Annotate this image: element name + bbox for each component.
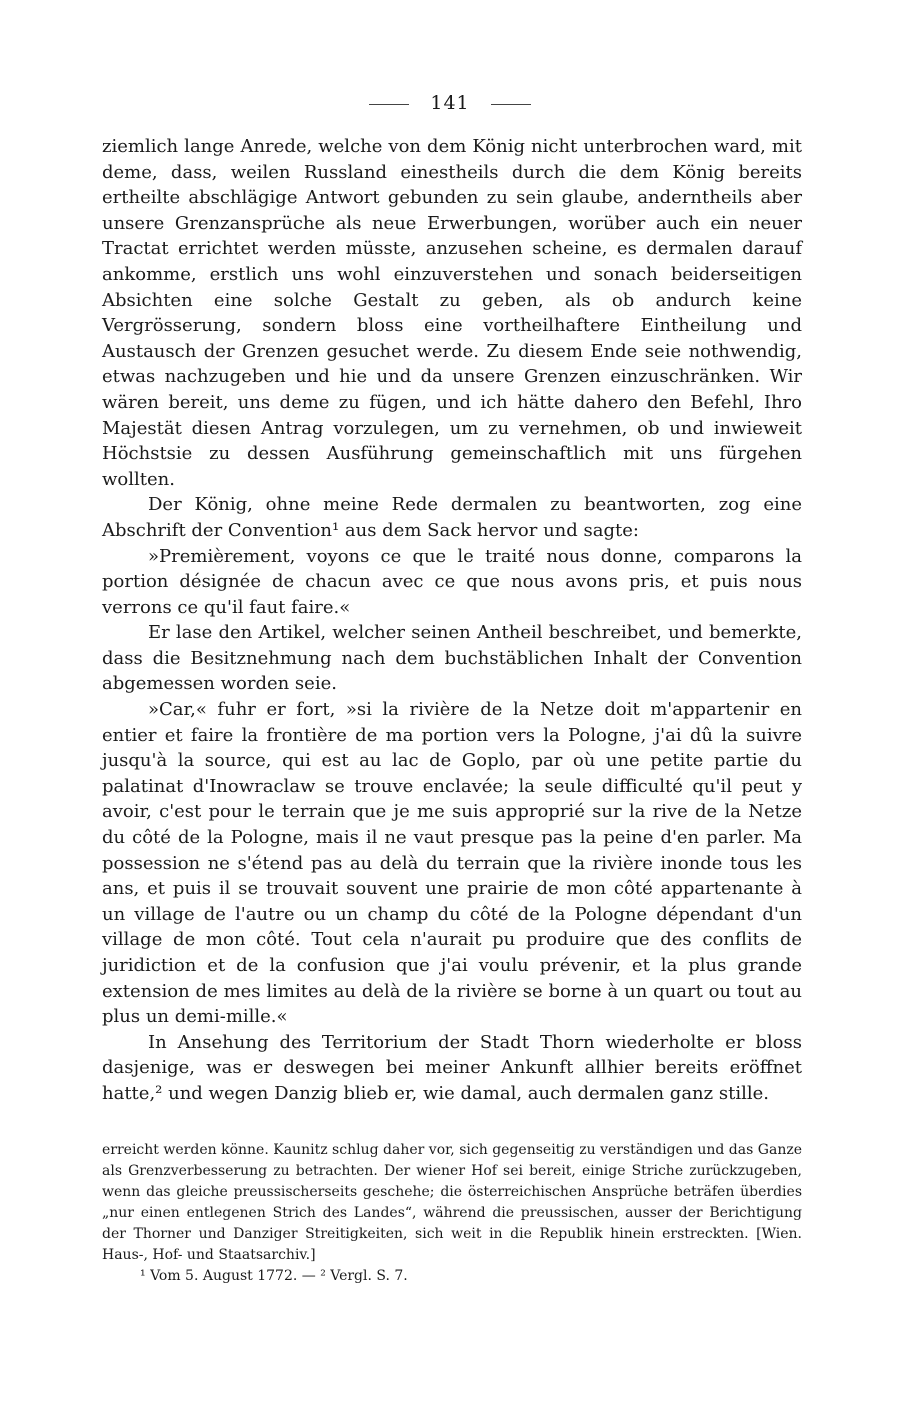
header-rule-right [491,104,531,105]
footnote-references: ¹ Vom 5. August 1772. — ² Vergl. S. 7. [140,1268,408,1284]
paragraph-2: Der König, ohne meine Rede dermalen zu beantworten, zog eine Abschrift der Convention¹ aus dem Sack hervor und sagte: [102,494,802,541]
main-text [102,134,802,1107]
page-number: 141 [430,92,470,114]
header-rule-left [369,104,409,105]
paragraph-3: »Premièrement, voyons ce que le traité nous donne, comparons la portion désignée de chacun avec ce que nous avons pris, et puis nous verrons ce qu'il faut faire.« [102,545,802,618]
footnotes [102,1140,802,1287]
paragraph-6: In Ansehung des Territorium der Stadt Thorn wiederholte er bloss dasjenige, was er deswegen bei meiner Ankunft allhier bereits eröffnet hatte,² und wegen Danzig blieb er, wie damal, auch dermalen ganz stille. [102,1031,802,1104]
page-header [0,92,900,114]
paragraph-5: »Car,« fuhr er fort, »si la rivière de la Netze doit m'appartenir en entier et faire la frontière de ma portion vers la Pologne, j'ai dû la suivre jusqu'à la source, qui est au lac de Goplo, par où une petite partie du palatinat d'Inowraclaw se trouve enclavée; la seule difficulté qu'il peut y avoir, c'est pour le terrain que je me suis approprié sur la rive de la Netze du côté de la Pologne, mais il ne vaut presque pas la peine d'en parler. Ma possession ne s'étend pas au delà du terrain que la rivière inonde tous les ans, et puis il se trouvait souvent une prairie de mon côté appartenante à un village de l'autre ou un champ du côté de la Pologne dépendant d'un village de mon côté. Tout cela n'aurait pu produire que des conflits de juridiction et de la confusion que j'ai voulu prévenir, et la plus grande extension de mes limites au delà de la rivière se borne à un quart ou tout au plus un demi-mille.« [102,699,802,1028]
paragraph-4: Er lase den Artikel, welcher seinen Antheil beschreibet, und bemerkte, dass die Besitznehmung nach dem buchstäblichen Inhalt der Convention abgemessen worden seie. [102,622,802,695]
paragraph-1: ziemlich lange Anrede, welche von dem König nicht unterbrochen ward, mit deme, dass, weilen Russland einestheils durch die dem König bereits ertheilte abschlägige Antwort gebunden zu sein glaube, anderntheils aber unsere Grenzansprüche als neue Erwerbungen, worüber auch ein neuer Tractat errichtet werden müsste, anzusehen scheine, es dermalen darauf ankomme, erstlich uns wohl einzuverstehen und sonach beiderseitigen Absichten eine solche Gestalt zu geben, als ob andurch keine Vergrösserung, sondern bloss eine vortheilhaftere Eintheilung und Austausch der Grenzen gesuchet werde. Zu diesem Ende seie nothwendig, etwas nachzugeben und hie und da unsere Grenzen einzuschränken. Wir wären bereit, uns deme zu fügen, und ich hätte dahero den Befehl, Ihro Majestät diesen Antrag vorzulegen, um zu vernehmen, ob und inwieweit Höchstsie zu dessen Ausführung gemeinschaftlich mit uns fürgehen wollten. [102,136,802,490]
footnote-continuation: erreicht werden könne. Kaunitz schlug daher vor, sich gegenseitig zu verständigen und das Ganze als Grenzverbesserung zu betrachten. Der wiener Hof sei bereit, einige Striche zurückzugeben, wenn das gleiche preussischerseits geschehe; die österreichischen Ansprüche beträfen überdies „nur einen entlegenen Strich des Landes“, während die preussischen, ausser der Berichtigung der Thorner und Danziger Streitigkeiten, sich weit in die Republik hinein erstreckten. [Wien. Haus-, Hof- und Staatsarchiv.] [102,1142,802,1263]
